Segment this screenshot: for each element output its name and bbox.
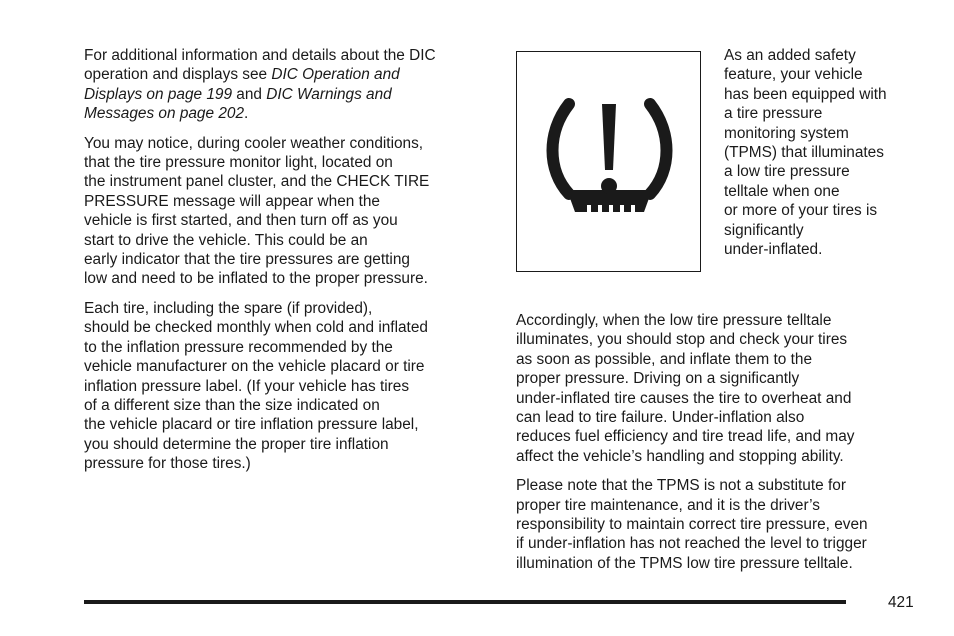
left-column: [84, 46, 492, 484]
text-line: [84, 65, 492, 84]
icon-frame: [516, 51, 701, 272]
cross-reference-link[interactable]: DIC Operation and: [271, 66, 400, 84]
text-fragment: operation and displays see: [84, 66, 272, 84]
text-line: the vehicle placard or tire inflation pressure label,: [84, 416, 419, 434]
page-number: 421: [888, 594, 914, 611]
text-line: you should determine the proper tire inflation: [84, 435, 389, 453]
text-fragment: .: [244, 105, 249, 123]
text-line: can lead to tire failure. Under-inflation also: [516, 409, 805, 427]
text-line: For additional information and details about the DIC: [84, 47, 436, 64]
text-line: low and need to be inflated to the proper pressure.: [84, 270, 428, 288]
text-line: has been equipped with: [724, 85, 887, 103]
icon-caption: [724, 46, 924, 259]
text-line: or more of your tires is: [724, 202, 878, 220]
text-line: responsibility to maintain correct tire pressure, even: [516, 516, 868, 534]
text-line: PRESSURE message will appear when the: [84, 192, 380, 210]
paragraph-dic-reference: [84, 46, 492, 124]
text-line: reduces fuel efficiency and tire tread life, and may: [516, 428, 855, 446]
text-line: under-inflated.: [724, 241, 823, 259]
text-line: vehicle manufacturer on the vehicle placard or tire: [84, 358, 425, 376]
text-line: vehicle is first started, and then turn off as you: [84, 212, 398, 230]
text-line: to the inflation pressure recommended by the: [84, 338, 393, 356]
text-line: Accordingly, when the low tire pressure telltale: [516, 312, 832, 329]
text-line: the instrument panel cluster, and the CHECK TIRE: [84, 173, 430, 191]
text-line: [84, 104, 492, 123]
text-line: As an added safety: [724, 47, 856, 64]
text-line: a low tire pressure: [724, 163, 850, 181]
text-line: Each tire, including the spare (if provided),: [84, 299, 373, 317]
text-line: if under-inflation has not reached the level to trigger: [516, 535, 867, 553]
paragraph-cold-weather: [84, 134, 492, 289]
cross-reference-link[interactable]: Messages on page 202: [84, 105, 245, 123]
text-line: of a different size than the size indicated on: [84, 396, 380, 414]
text-fragment: and: [232, 85, 267, 103]
paragraph-tpms-note: [516, 476, 924, 573]
tire-pressure-warning-icon: [517, 52, 702, 273]
text-line: affect the vehicle’s handling and stopping ability.: [516, 447, 844, 465]
text-line: significantly: [724, 221, 804, 239]
text-line: pressure for those tires.): [84, 455, 251, 473]
text-line: proper tire maintenance, and it is the driver’s: [516, 496, 820, 514]
paragraph-monthly-check: [84, 299, 492, 474]
text-line: should be checked monthly when cold and inflated: [84, 319, 428, 337]
footer-rule: [84, 600, 846, 604]
text-line: early indicator that the tire pressures are getting: [84, 251, 410, 269]
text-line: [84, 85, 492, 104]
right-column: [516, 311, 924, 583]
text-line: under-inflated tire causes the tire to overheat and: [516, 389, 852, 407]
text-line: start to drive the vehicle. This could be an: [84, 231, 368, 249]
text-line: illuminates, you should stop and check your tires: [516, 331, 848, 349]
paragraph-telltale-action: [516, 311, 924, 466]
text-line: monitoring system: [724, 124, 849, 142]
text-line: illumination of the TPMS low tire pressure telltale.: [516, 554, 853, 572]
text-line: (TPMS) that illuminates: [724, 144, 884, 162]
text-line: feature, your vehicle: [724, 66, 863, 84]
cross-reference-link[interactable]: Displays on page 199: [84, 85, 233, 103]
text-line: Please note that the TPMS is not a substitute for: [516, 477, 846, 495]
text-line: telltale when one: [724, 182, 840, 200]
text-line: inflation pressure label. (If your vehicle has tires: [84, 377, 410, 395]
text-line: that the tire pressure monitor light, located on: [84, 154, 393, 172]
text-line: as soon as possible, and inflate them to the: [516, 350, 813, 368]
text-line: a tire pressure: [724, 105, 823, 123]
cross-reference-link[interactable]: DIC Warnings and: [266, 85, 392, 103]
text-line: proper pressure. Driving on a significantly: [516, 370, 800, 388]
text-line: You may notice, during cooler weather conditions,: [84, 134, 424, 152]
